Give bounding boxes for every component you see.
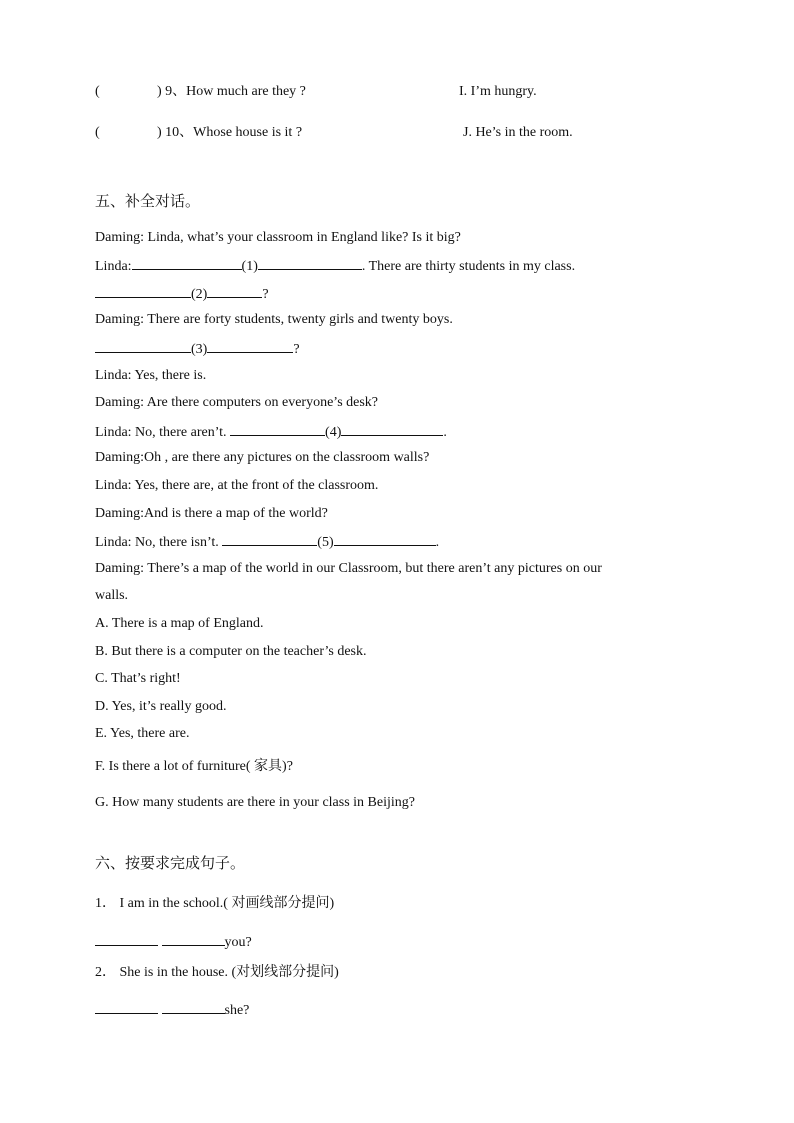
section5-heading: 五、补全对话。	[95, 192, 201, 210]
answer-blank[interactable]	[95, 339, 191, 353]
answer-blank[interactable]	[341, 422, 443, 436]
answer-blank[interactable]	[95, 284, 191, 298]
dialogue-line: Daming:And is there a map of the world?	[95, 506, 328, 521]
answer-paren[interactable]: (	[95, 125, 100, 140]
match-answer-i: I. I’m hungry.	[459, 84, 537, 99]
answer-blank[interactable]	[132, 256, 242, 270]
dialogue-line: Daming:Oh , are there any pictures on the classroom walls?	[95, 450, 430, 465]
match-answer-j: J. He’s in the room.	[463, 125, 573, 140]
answer-paren[interactable]: (	[95, 84, 100, 99]
answer-blank[interactable]	[207, 339, 293, 353]
option-g: G. How many students are there in your class in Beijing?	[95, 795, 415, 810]
answer-blank[interactable]	[222, 532, 317, 546]
answer-blank[interactable]	[258, 256, 362, 270]
option-c: C. That’s right!	[95, 671, 181, 686]
question-1: 1． I am in the school.( 对画线部分提问)	[95, 896, 335, 911]
dialogue-line: (3) ?	[95, 339, 300, 359]
dialogue-line: Daming: Are there computers on everyone’s desk?	[95, 395, 379, 410]
dialogue-line: Linda: (1) . There are thirty students in my class.	[95, 256, 575, 276]
answer-blank[interactable]	[230, 422, 325, 436]
answer-blank[interactable]	[95, 932, 158, 946]
answer-line-1: you?	[95, 932, 252, 952]
dialogue-line: walls.	[95, 588, 129, 603]
dialogue-line: Linda: Yes, there are, at the front of the classroom.	[95, 478, 379, 493]
dialogue-line: Linda: Yes, there is.	[95, 368, 207, 383]
answer-blank[interactable]	[334, 532, 436, 546]
option-b: B. But there is a computer on the teacher’s desk.	[95, 644, 367, 659]
dialogue-line: Daming: There’s a map of the world in our Classroom, but there aren’t any pictures on our	[95, 561, 602, 576]
match-item-10: ( ) 10、Whose house is it ?	[95, 125, 303, 140]
answer-blank[interactable]	[162, 1000, 225, 1014]
option-f: F. Is there a lot of furniture( 家具)?	[95, 759, 293, 774]
answer-line-2: she?	[95, 1000, 249, 1020]
option-a: A. There is a map of England.	[95, 616, 264, 631]
dialogue-line: (2) ?	[95, 284, 269, 304]
answer-blank[interactable]	[162, 932, 225, 946]
dialogue-line: Linda: No, there aren’t. (4) .	[95, 422, 447, 442]
match-item-9: ( ) 9、How much are they ?	[95, 84, 306, 99]
option-e: E. Yes, there are.	[95, 726, 190, 741]
dialogue-line: Daming: There are forty students, twenty girls and twenty boys.	[95, 312, 453, 327]
dialogue-line: Linda: No, there isn’t. (5) .	[95, 532, 439, 552]
answer-blank[interactable]	[207, 284, 262, 298]
answer-blank[interactable]	[95, 1000, 158, 1014]
dialogue-line: Daming: Linda, what’s your classroom in England like? Is it big?	[95, 230, 461, 245]
option-d: D. Yes, it’s really good.	[95, 699, 227, 714]
question-2: 2． She is in the house. (对划线部分提问)	[95, 965, 339, 980]
section6-heading: 六、按要求完成句子。	[95, 854, 246, 872]
